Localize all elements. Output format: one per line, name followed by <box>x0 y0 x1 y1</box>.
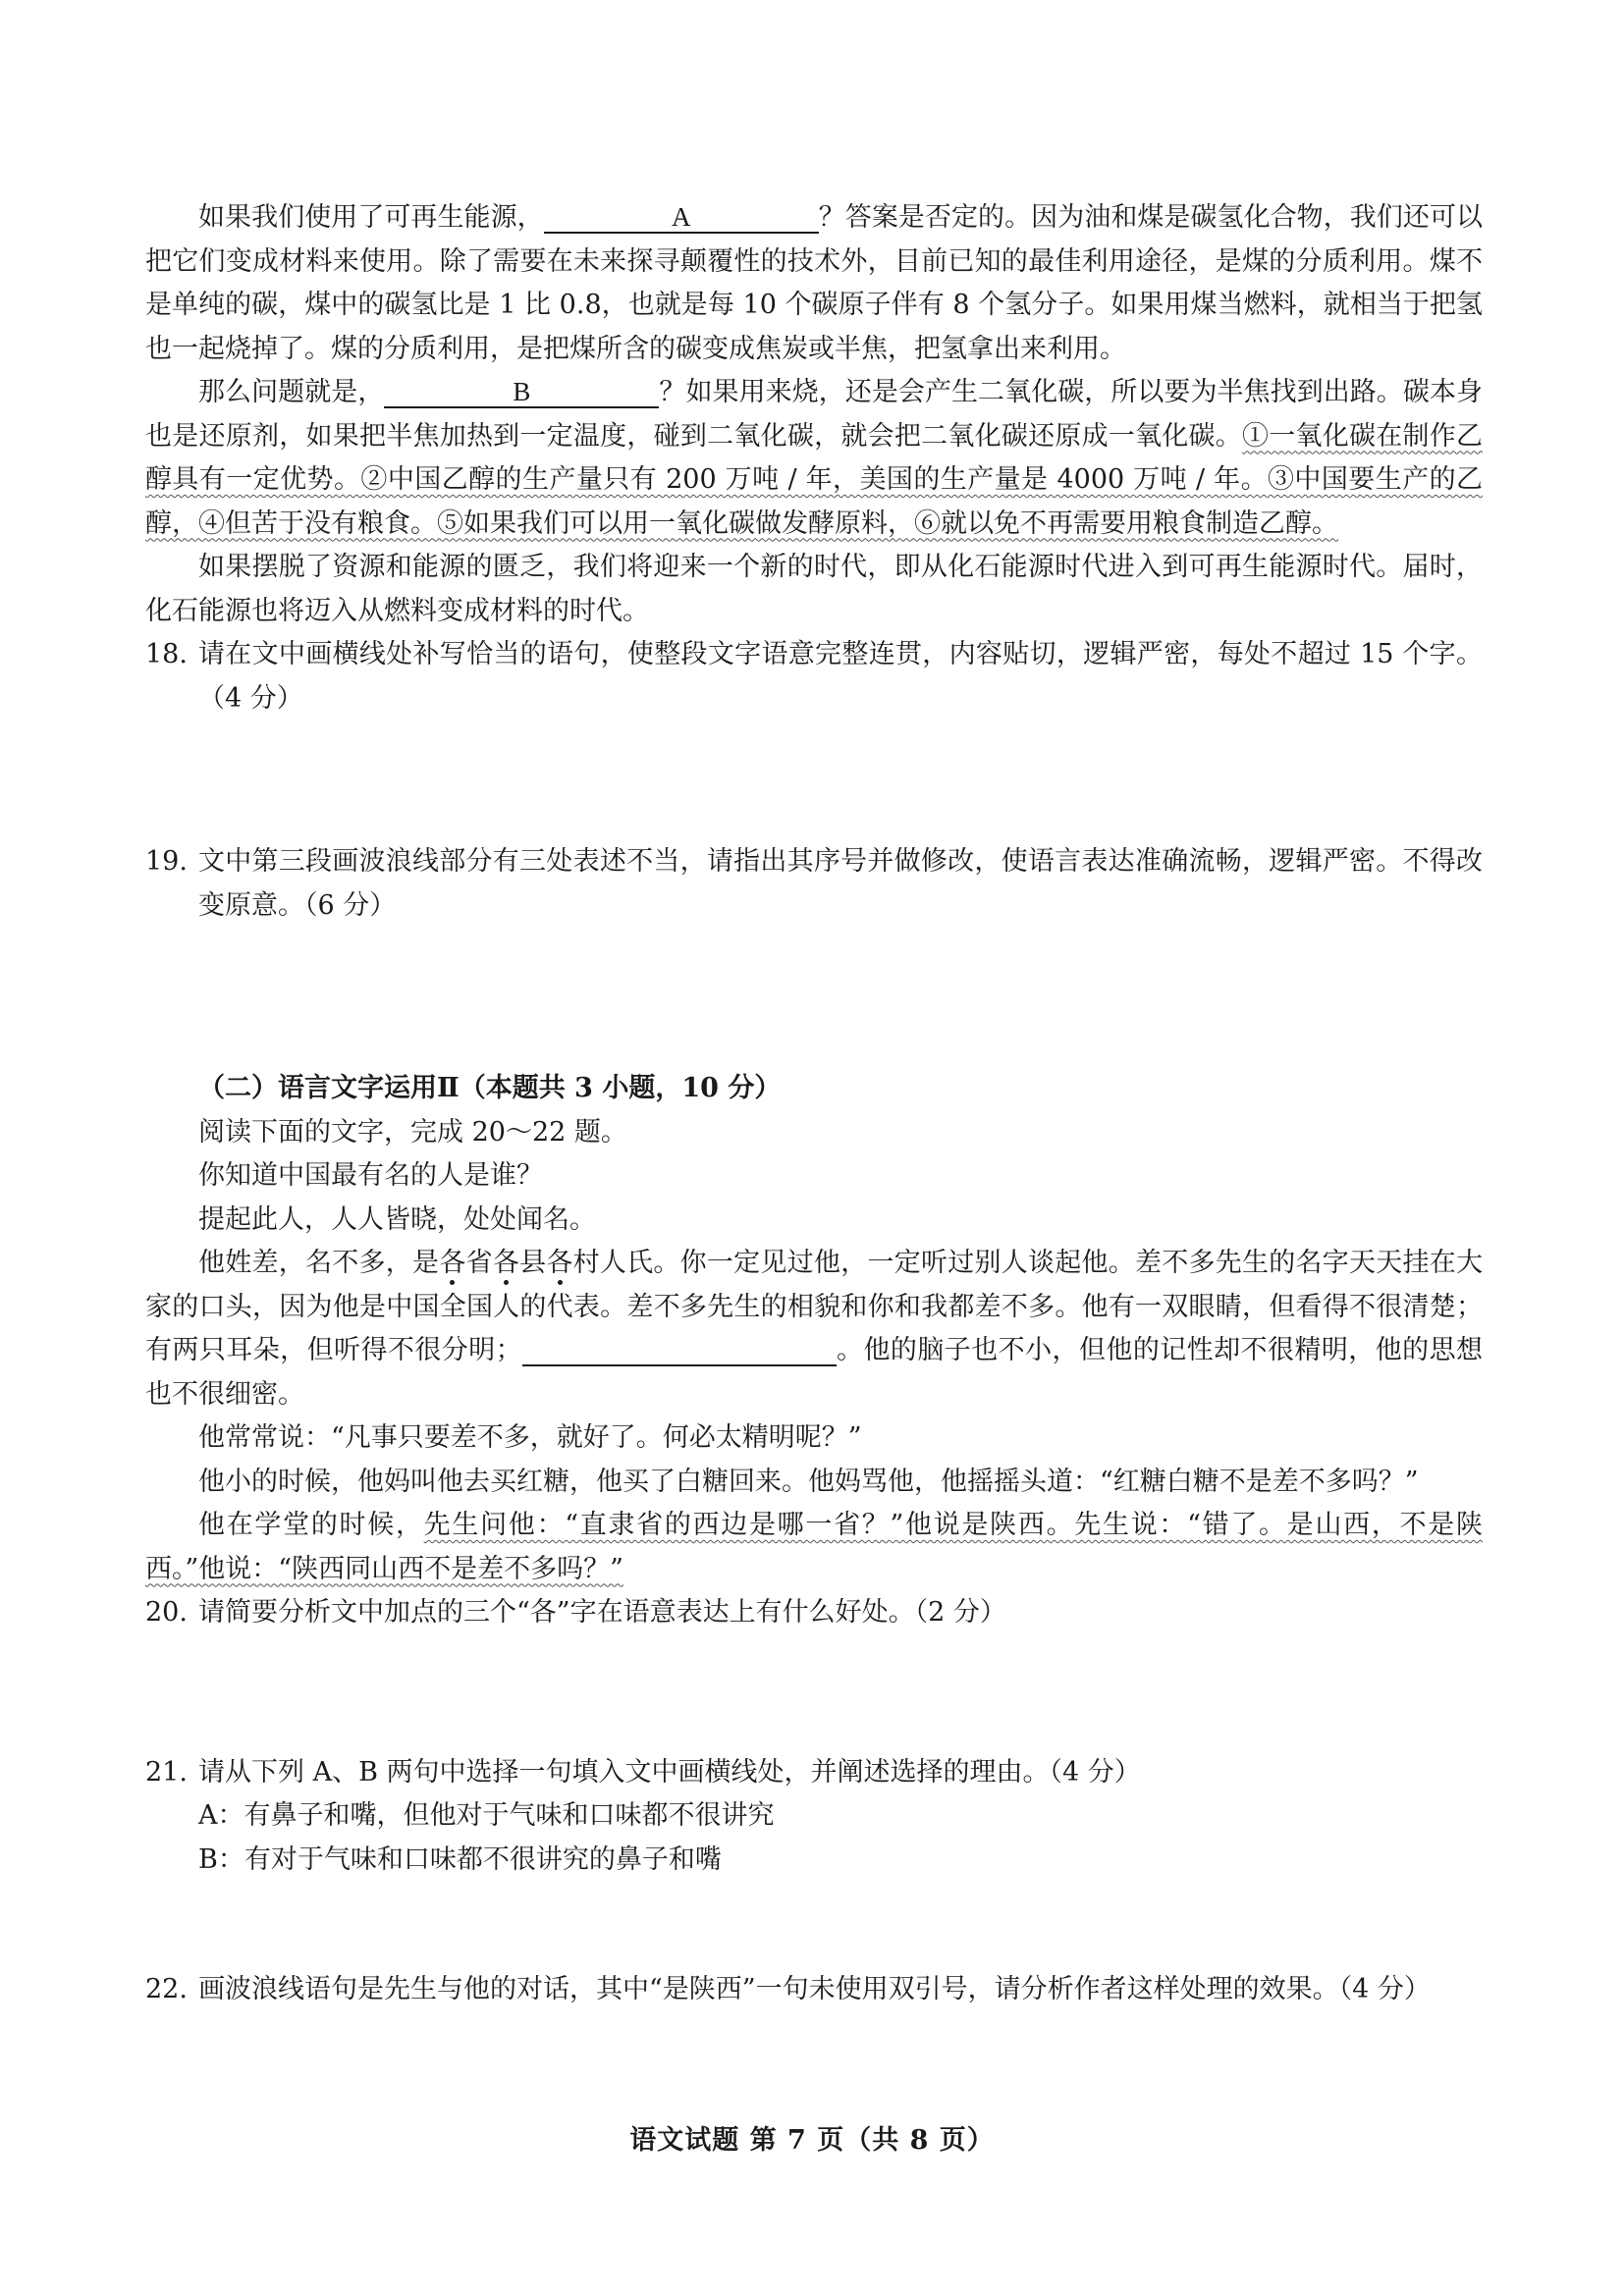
passage-line: 你知道中国最有名的人是谁？ <box>198 1160 543 1191</box>
option-a: A：有鼻子和嘴，但他对于气味和口味都不很讲究 <box>198 1800 775 1831</box>
blank-line <box>522 1335 837 1366</box>
question-20 <box>145 1591 1483 1635</box>
reading-instruction: 阅读下面的文字，完成 20～22 题。 <box>198 1116 627 1148</box>
question-number: 18. <box>145 639 188 669</box>
passage-paragraph-7: 他在学堂的时候，先生问他：“直隶省的西边是哪一省？”他说是陕西。先生说：“错了。是山西，不是陕西。”他说：“陕西同山西不是差不多吗？” <box>145 1510 1483 1584</box>
question-number: 21. <box>145 1756 188 1788</box>
blank-b: B <box>384 377 659 408</box>
answer-space <box>145 721 1483 840</box>
passage-paragraph-1: 如果我们使用了可再生能源， A ？答案是否定的。因为油和煤是碳氢化合物，我们还可以把它们变成材料来使用。除了需要在未来探寻颠覆性的技术外，目前已知的最佳利用途径，是煤的分质利用。煤不是单纯的碳，煤中的碳氢比是 1 比 0.8，也就是每 10 个碳原子伴有 8 个氢分子。如果用煤当燃料，就相当于把氢也一起烧掉了。煤的分质利用，是把煤所含的碳变成焦炭或半焦，把氢拿出来利用。 <box>145 202 1484 364</box>
answer-space <box>145 1882 1483 1968</box>
question-text: 请在文中画横线处补写恰当的语句，使整段文字语意完整连贯，内容贴切，逻辑严密，每处不超过 15 个字。（4 分） <box>198 639 1483 714</box>
question-18 <box>145 633 1483 721</box>
question-number: 22. <box>145 1974 188 2004</box>
question-text: 请简要分析文中加点的三个“各”字在语意表达上有什么好处。（2 分） <box>198 1597 1006 1628</box>
section-heading: （二）语言文字运用Ⅱ（本题共 3 小题，10 分） <box>198 1073 782 1103</box>
blank-a: A <box>544 202 819 234</box>
dotted-character: 各 <box>492 1248 520 1278</box>
dotted-character: 各 <box>439 1248 466 1278</box>
question-number: 20. <box>145 1597 188 1628</box>
passage-paragraph-5: 他常常说：“凡事只要差不多，就好了。何必太精明呢？” <box>198 1422 862 1453</box>
question-19 <box>145 840 1483 928</box>
question-text: 文中第三段画波浪线部分有三处表述不当，请指出其序号并做修改，使语言表达准确流畅，逻辑严密。不得改变原意。（6 分） <box>198 846 1483 921</box>
page-footer: 语文试题 第 7 页（共 8 页） <box>629 2125 995 2156</box>
option-b: B：有对于气味和口味都不很讲究的鼻子和嘴 <box>198 1843 722 1875</box>
answer-space <box>145 1635 1483 1751</box>
answer-space <box>145 928 1483 1067</box>
question-number: 19. <box>145 846 188 877</box>
exam-page <box>145 196 1483 2012</box>
question-text: 画波浪线语句是先生与他的对话，其中“是陕西”一句未使用双引号，请分析作者这样处理的效果。（4 分） <box>198 1974 1431 2004</box>
passage-paragraph-3: 如果摆脱了资源和能源的匮乏，我们将迎来一个新的时代，即从化石能源时代进入到可再生能源时代。届时，化石能源也将迈入从燃料变成材料的时代。 <box>145 552 1483 626</box>
question-22 <box>145 1968 1483 2012</box>
passage-paragraph-6: 他小的时候，他妈叫他去买红糖，他买了白糖回来。他妈骂他，他摇摇头道：“红糖白糖不是差不多吗？” <box>198 1466 1419 1497</box>
passage-paragraph-2: 那么问题就是， B ？如果用来烧，还是会产生二氧化碳，所以要为半焦找到出路。碳本身也是还原剂，如果把半焦加热到一定温度，碰到二氧化碳，就会把二氧化碳还原成一氧化碳。①一氧化碳在制作乙醇具有一定优势。②中国乙醇的生产量只有 200 万吨 / 年，美国的生产量是 4000 万吨 / 年。③中国要生产的乙醇，④但苦于没有粮食。⑤如果我们可以用一氧化碳做发酵原料，⑥就以免不再需要用粮食制造乙醇。 <box>145 377 1484 539</box>
passage-paragraph-4: 他姓差，名不多，是各省各县各村人氏。你一定见过他，一定听过别人谈起他。差不多先生的名字天天挂在大家的口头，因为他是中国全国人的代表。差不多先生的相貌和你和我都差不多。他有一双眼睛，但看得不很清楚；有两只耳朵，但听得不很分明； 。他的脑子也不小，但他的记性却不很精明，他的思想也不很细密。 <box>145 1248 1484 1410</box>
dotted-character: 各 <box>546 1248 573 1278</box>
passage-line: 提起此人，人人皆晓，处处闻名。 <box>198 1203 596 1235</box>
wavy-underlined-text: 先生问他：“直隶省的西边是哪一省？”他说是陕西。先生说：“错了。是山西，不是陕西。”他说：“陕西同山西不是差不多吗？” <box>145 1510 1483 1584</box>
question-text: 请从下列 A、B 两句中选择一句填入文中画横线处，并阐述选择的理由。（4 分） <box>198 1756 1141 1788</box>
question-21 <box>145 1751 1483 1795</box>
wavy-underlined-text: ①一氧化碳在制作乙醇具有一定优势。②中国乙醇的生产量只有 200 万吨 / 年，美国的生产量是 4000 万吨 / 年。③中国要生产的乙醇，④但苦于没有粮食。⑤如果我们可以用一氧化碳做发酵原料，⑥就以免不再需要用粮食制造乙醇。 <box>145 420 1484 539</box>
